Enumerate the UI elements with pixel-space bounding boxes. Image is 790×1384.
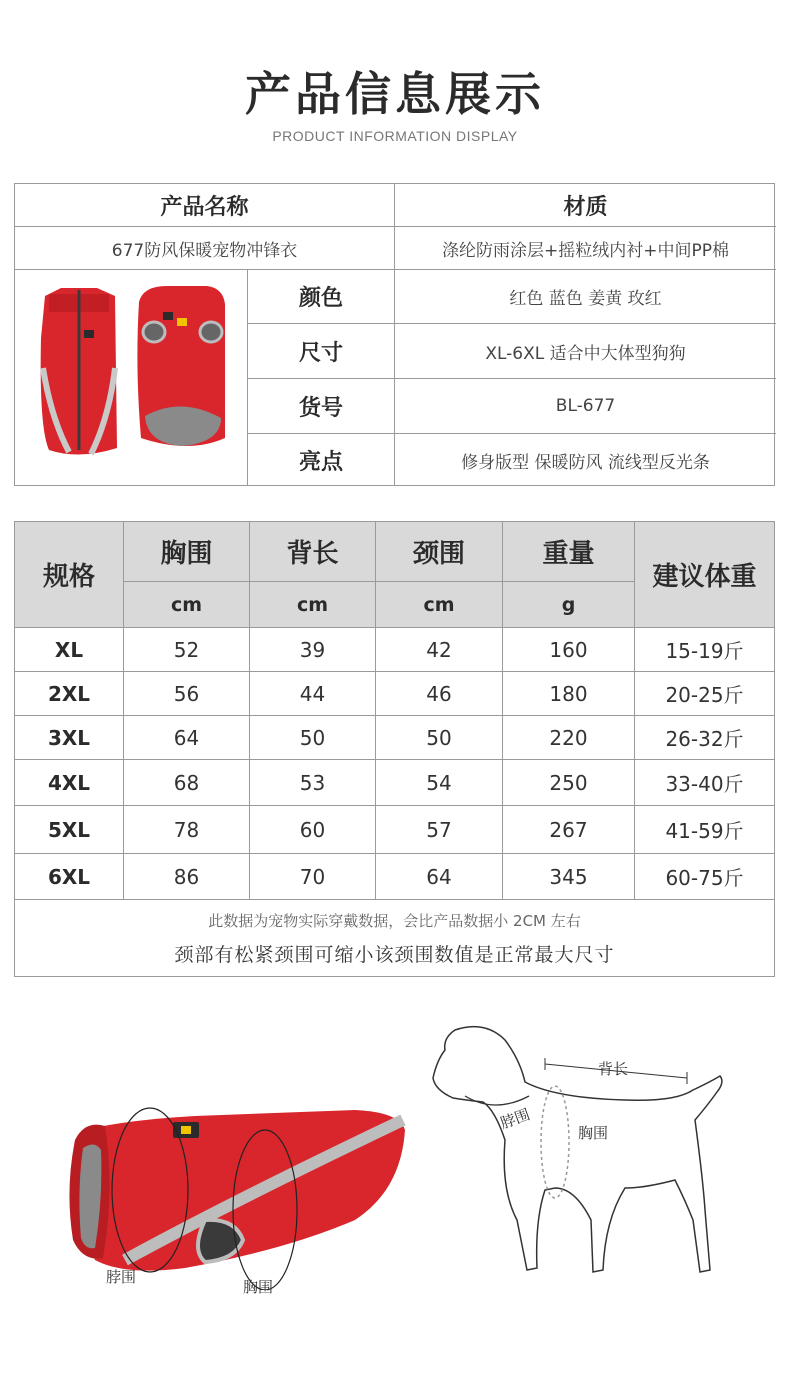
back-header: 背长 (250, 522, 376, 582)
highlight-value: 修身版型 保暖防风 流线型反光条 (461, 452, 710, 473)
dog-neck-label: 脖围 (497, 1105, 533, 1133)
color-value: 红色 蓝色 姜黄 玫红 (395, 270, 776, 324)
coat-neck-label: 脖围 (106, 1268, 137, 1286)
product-info-table (14, 183, 775, 486)
size-cell: 5XL (15, 806, 124, 854)
chest-cell: 52 (124, 628, 250, 672)
size-cell: 6XL (15, 854, 124, 900)
back-unit: cm (250, 582, 376, 628)
body-weight-cell: 33-40斤 (635, 760, 774, 806)
size-chart-table (14, 521, 775, 977)
coat-side-illustration (55, 1090, 415, 1290)
back-cell: 44 (250, 672, 376, 716)
neck-cell: 50 (376, 716, 503, 760)
material-header: 材质 (395, 184, 776, 227)
neck-header: 颈围 (376, 522, 503, 582)
weight-cell: 345 (503, 854, 635, 900)
item-no-value: BL-677 (395, 379, 776, 434)
chest-cell: 56 (124, 672, 250, 716)
highlight-label: 亮点 (248, 434, 395, 486)
size-value: XL-6XL 适合中大体型狗狗 (395, 324, 776, 379)
body-weight-cell: 41-59斤 (635, 806, 774, 854)
neck-cell: 42 (376, 628, 503, 672)
back-cell: 39 (250, 628, 376, 672)
neck-unit: cm (376, 582, 503, 628)
material-value: 涤纶防雨涂层+摇粒绒内衬+中间PP棉 (395, 227, 776, 270)
chest-cell: 64 (124, 716, 250, 760)
size-label: 尺寸 (248, 324, 395, 379)
body-weight-cell: 20-25斤 (635, 672, 774, 716)
back-cell: 50 (250, 716, 376, 760)
color-label: 颜色 (248, 270, 395, 324)
chest-cell: 68 (124, 760, 250, 806)
size-cell: 4XL (15, 760, 124, 806)
measurement-note: 此数据为宠物实际穿戴数据，会比产品数据小 2CM 左右 (208, 912, 581, 930)
weight-cell: 180 (503, 672, 635, 716)
page-subtitle: PRODUCT INFORMATION DISPLAY (272, 128, 518, 144)
item-no-label: 货号 (248, 379, 395, 434)
neck-cell: 46 (376, 672, 503, 716)
coat-front-back-image (19, 278, 244, 478)
neck-note: 颈部有松紧颈围可缩小该颈围数值是正常最大尺寸 (174, 944, 615, 966)
chest-header: 胸围 (124, 522, 250, 582)
spec-header: 规格 (15, 522, 124, 628)
weight-cell: 250 (503, 760, 635, 806)
page-title: 产品信息展示 (245, 67, 545, 121)
size-cell: 2XL (15, 672, 124, 716)
weight-cell: 267 (503, 806, 635, 854)
name-header: 产品名称 (15, 184, 395, 227)
weight-unit: g (503, 582, 635, 628)
weight-header: 重量 (503, 522, 635, 582)
body-weight-cell: 15-19斤 (635, 628, 774, 672)
neck-cell: 57 (376, 806, 503, 854)
product-image (15, 270, 248, 486)
dog-back-label: 背长 (598, 1060, 629, 1078)
chest-cell: 78 (124, 806, 250, 854)
back-cell: 70 (250, 854, 376, 900)
body-weight-header: 建议体重 (635, 522, 774, 628)
size-cell: XL (15, 628, 124, 672)
weight-cell: 160 (503, 628, 635, 672)
back-cell: 60 (250, 806, 376, 854)
dog-measurement-diagram (425, 1020, 735, 1295)
body-weight-cell: 60-75斤 (635, 854, 774, 900)
product-name-value: 677防风保暖宠物冲锋衣 (15, 227, 395, 270)
neck-cell: 64 (376, 854, 503, 900)
chest-cell: 86 (124, 854, 250, 900)
coat-chest-label: 胸围 (243, 1278, 274, 1296)
back-cell: 53 (250, 760, 376, 806)
neck-cell: 54 (376, 760, 503, 806)
size-cell: 3XL (15, 716, 124, 760)
chest-unit: cm (124, 582, 250, 628)
weight-cell: 220 (503, 716, 635, 760)
dog-chest-label: 胸围 (578, 1124, 609, 1142)
body-weight-cell: 26-32斤 (635, 716, 774, 760)
